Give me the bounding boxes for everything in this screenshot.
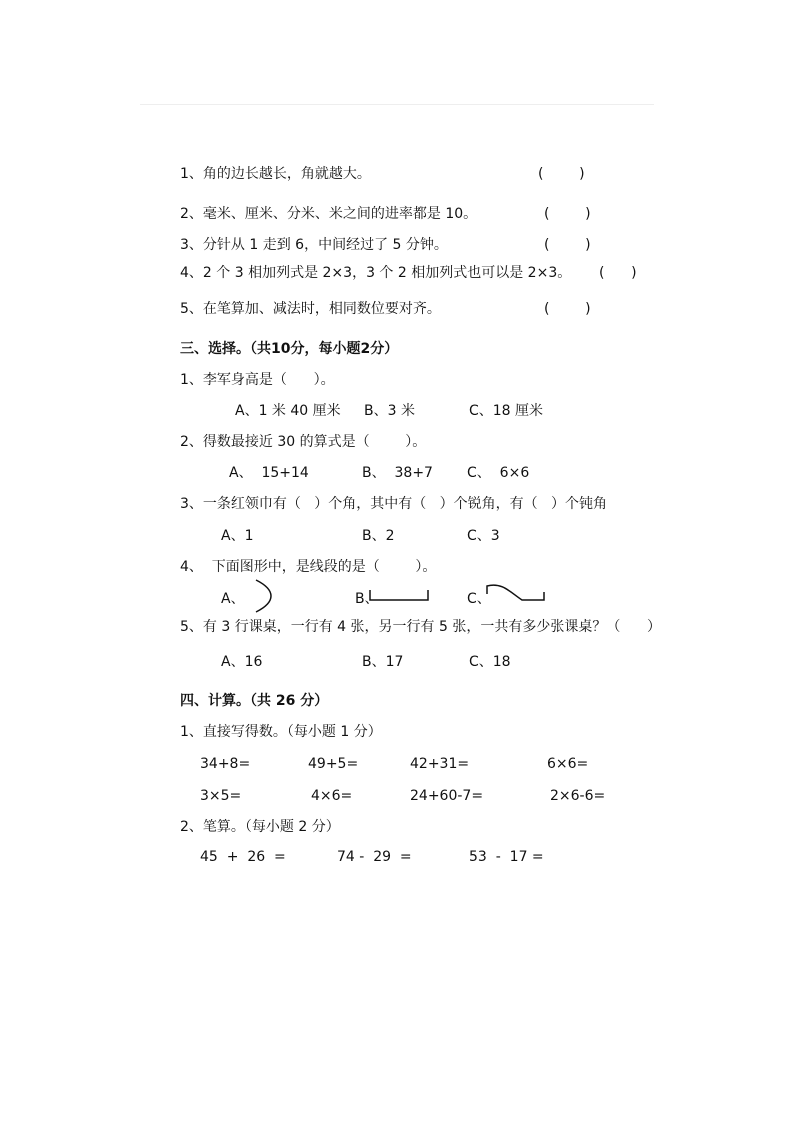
header-rule — [140, 104, 654, 105]
column-calc-item-3: 53 - 17 = — [469, 849, 544, 865]
calc-row2-item-2: 4×6= — [311, 788, 353, 804]
judge-bracket-2[interactable]: ( ) — [544, 206, 591, 222]
choice-q3-stem: 3、一条红领巾有（ ）个角，其中有（ ）个锐角，有（ ）个钝角 — [180, 496, 607, 512]
calc-part1-title: 1、直接写得数。（每小题 1 分） — [180, 724, 382, 740]
judge-item-4: 4、2 个 3 相加列式是 2×3，3 个 2 相加列式也可以是 2×3。 — [180, 265, 572, 281]
choice-q2-stem: 2、得数最接近 30 的算式是（ ）。 — [180, 434, 427, 450]
choice-q3-option-a[interactable]: A、1 — [221, 528, 254, 544]
judge-item-1: 1、角的边长越长，角就越大。 — [180, 166, 371, 182]
choice-q3-option-c[interactable]: C、3 — [467, 528, 500, 544]
calc-row1-item-3: 42+31= — [410, 756, 470, 772]
choice-q5-stem: 5、有 3 行课桌，一行有 4 张，另一行有 5 张，一共有多少张课桌？（ ） — [180, 619, 662, 635]
judge-bracket-4[interactable]: ( ) — [599, 265, 637, 281]
choice-q4-option-c[interactable]: C、 — [467, 591, 491, 607]
curve-figure-a-path — [256, 580, 271, 612]
judge-bracket-1[interactable]: ( ) — [538, 166, 585, 182]
curve-figure-c-path — [487, 585, 544, 600]
choice-q2-option-b[interactable]: B、 38+7 — [362, 465, 433, 481]
column-calc-item-2: 74 - 29 = — [337, 849, 412, 865]
segment-figure-b-path — [370, 590, 428, 600]
calc-row1-item-1: 34+8= — [200, 756, 251, 772]
choice-q1-stem: 1、李军身高是（ ）。 — [180, 372, 335, 388]
curve-figure-c — [484, 584, 548, 608]
choice-heading: 三、选择。（共10分，每小题2分） — [180, 341, 399, 357]
choice-q3-option-b[interactable]: B、2 — [362, 528, 395, 544]
choice-q5-option-a[interactable]: A、16 — [221, 654, 263, 670]
calc-row2-item-3: 24+60-7= — [410, 788, 484, 804]
choice-q1-option-b[interactable]: B、3 米 — [364, 403, 415, 419]
choice-q4-stem: 4、 下面图形中，是线段的是（ ）。 — [180, 559, 437, 575]
judge-item-5: 5、在笔算加、减法时，相同数位要对齐。 — [180, 301, 441, 317]
calc-row2-item-4: 2×6-6= — [550, 788, 606, 804]
choice-q1-option-a[interactable]: A、1 米 40 厘米 — [235, 403, 341, 419]
calc-part2-title: 2、笔算。（每小题 2 分） — [180, 819, 340, 835]
choice-q4-option-a[interactable]: A、 — [221, 591, 245, 607]
calc-heading: 四、计算。（共 26 分） — [180, 693, 329, 709]
calc-row1-item-4: 6×6= — [547, 756, 589, 772]
choice-q5-option-c[interactable]: C、18 — [469, 654, 511, 670]
judge-bracket-3[interactable]: ( ) — [544, 237, 591, 253]
judge-bracket-5[interactable]: ( ) — [544, 301, 591, 317]
choice-q1-option-c[interactable]: C、18 厘米 — [469, 403, 544, 419]
judge-item-2: 2、毫米、厘米、分米、米之间的进率都是 10。 — [180, 206, 478, 222]
calc-row2-item-1: 3×5= — [200, 788, 242, 804]
choice-q2-option-c[interactable]: C、 6×6 — [467, 465, 530, 481]
segment-figure-b — [368, 588, 432, 604]
column-calc-item-1: 45 + 26 = — [200, 849, 286, 865]
calc-row1-item-2: 49+5= — [308, 756, 359, 772]
choice-q2-option-a[interactable]: A、 15+14 — [229, 465, 309, 481]
curve-figure-a — [252, 578, 276, 614]
judge-item-3: 3、分针从 1 走到 6，中间经过了 5 分钟。 — [180, 237, 448, 253]
choice-q4-option-b[interactable]: B、 — [355, 591, 379, 607]
choice-q5-option-b[interactable]: B、17 — [362, 654, 404, 670]
